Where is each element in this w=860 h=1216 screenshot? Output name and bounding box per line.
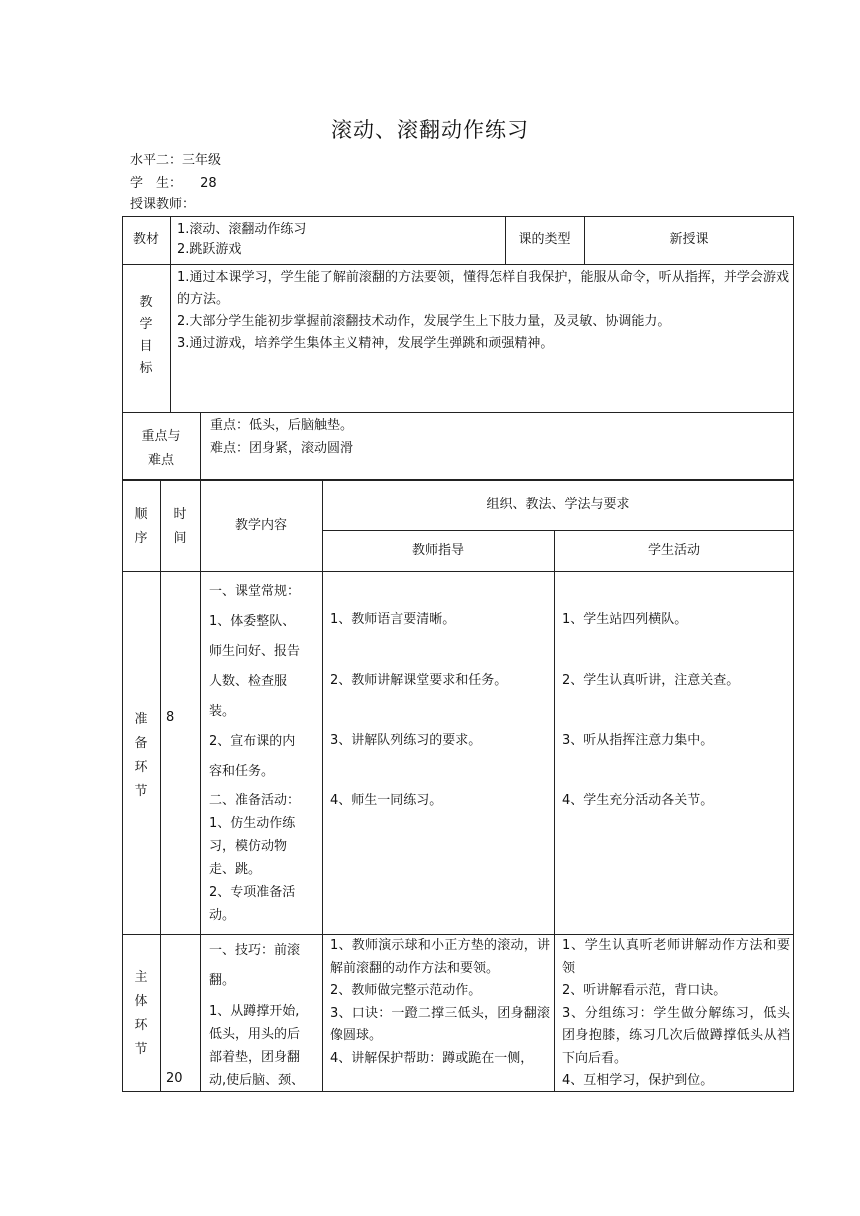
rule [322,480,323,1092]
level-line: 水平二：三年级 [130,153,222,168]
lesson-type-label: 课的类型 [518,232,571,247]
prep-label: 准 备 环 节 [134,712,148,799]
material-label: 教材 [132,232,159,247]
goals-text: 1.通过本课学习，学生能了解前滚翻的方法要领，懂得怎样自我保护，能服从命令，听从指挥，并学会游戏的方法。 2.大部分学生能初步掌握前滚翻技术动作，发展学生上下肢力量，及灵敏、协调能力。 3.通过游戏，培养学生集体主义精神，发展学生弹跳和顽强精神。 [177,270,789,351]
rule [200,412,201,480]
students-line [130,176,217,192]
rule [554,530,555,1092]
goals-label: 教 学 目 标 [139,295,153,376]
rule [122,412,794,413]
students-value: 28 [200,176,217,191]
main-label: 主 体 环 节 [134,970,148,1057]
key-point: 重点：低头，后脑触垫。 [210,418,354,433]
main-content: 一、技巧：前滚 翻。 1、从蹲撑开始, 低头，用头的后 部着垫，团身翻 动,使后脑、颈、 [209,943,305,1088]
prep-teacher: 1、教师语言要清晰。 2、教师讲解课堂要求和任务。 3、讲解队列练习的要求。 4、师生一同练习。 [330,612,508,808]
rule [122,571,794,572]
rule [322,530,794,531]
header-teacher: 教师指导 [411,543,464,558]
rule [170,216,171,412]
rule [122,264,794,265]
lesson-type-value: 新授课 [669,232,709,247]
main-time: 20 [166,1071,183,1086]
teacher-line: 授课教师： [130,197,196,212]
prep-content: 一、课堂常规： 1、体委整队、 师生问好、报告 人数、检查服 装。 2、宣布课的内 容和任务。 二、准备活动： 1、仿生动作练 习，模仿动物 走、跳。 2、专项准备活 动。 [209,584,301,923]
prep-time: 8 [166,710,175,725]
main-student: 1、学生认真听老师讲解动作方法和要领 2、听讲解看示范，背口诀。 3、分组练习：学生做分解练习，低头团身抱膝，练习几次后做蹲撑低头从裆下向后看。 4、互相学习，保护到位。 [562,938,790,1088]
rule [200,480,201,1092]
material-items: 1.滚动、滚翻动作练习 2.跳跃游戏 [177,222,307,257]
students-label: 学 生： [130,176,183,191]
header-student: 学生活动 [647,543,700,558]
header-time: 时 间 [173,507,187,546]
page-title: 滚动、滚翻动作练习 [331,118,529,142]
header-order: 顺 序 [134,507,148,546]
difficulty: 难点：团身紧，滚动圆滑 [210,441,354,456]
main-teacher: 1、教师演示球和小正方垫的滚动，讲解前滚翻的动作方法和要领。 2、教师做完整示范动作。 3、口诀：一蹬二撑三低头，团身翻滚像圆球。 4、讲解保护帮助：蹲或跪在一侧， [330,938,550,1066]
keypoints-label: 重点与 难点 [141,429,181,468]
keypoints-text [210,414,790,460]
prep-student: 1、学生站四列横队。 2、学生认真听讲，注意关查。 3、听从指挥注意力集中。 4、学生充分活动各关节。 [562,612,740,808]
rule [160,480,161,1092]
header-org: 组织、教法、学法与要求 [486,497,630,512]
header-content: 教学内容 [234,518,287,533]
